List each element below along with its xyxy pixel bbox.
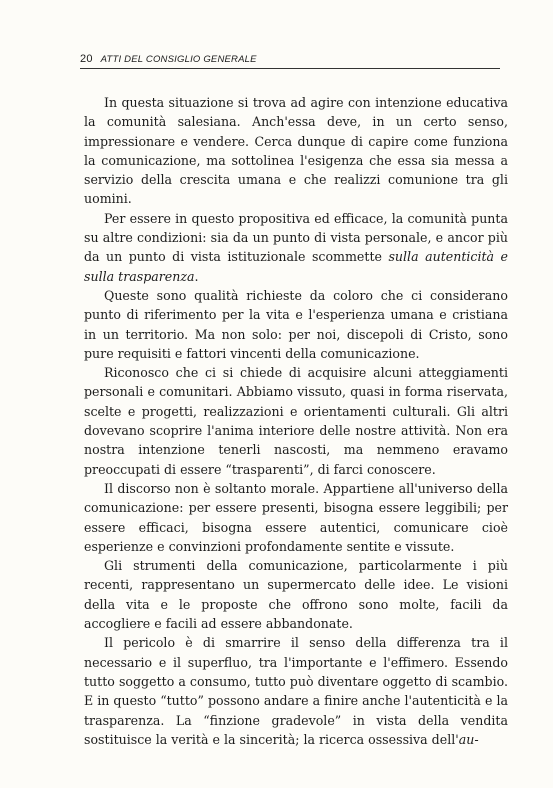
paragraph-text: Gli strumenti della comunicazione, particolarmente i più recenti, rappresentano un supermercato delle idee. Le visioni della vita e le proposte che offrono sono molte, facili da accogliere e facili ad essere abbandonate.: [84, 558, 508, 632]
paragraph: [84, 633, 508, 749]
emphasis-text: sulla autenticità e sulla trasparenza: [84, 249, 508, 284]
running-header: [80, 53, 500, 69]
paragraph: [84, 93, 508, 209]
running-title: ATTI DEL CONSIGLIO GENERALE: [100, 54, 257, 65]
body-text: [84, 93, 508, 749]
paragraph-text: Il discorso non è soltanto morale. Appartiene all'universo della comunicazione: per essere presenti, bisogna essere leggibili; per essere efficaci, bisogna essere autentici, comunicare cioè esperienze e convinzioni profondamente sentite e vissute.: [84, 480, 508, 554]
paragraph-text: Il pericolo è di smarrire il senso della differenza tra il necessario e il superfluo, tra l'importante e l'effimero. Essendo tutto soggetto a consumo, tutto può diventare oggetto di scambio. E in questo “tutto” possono andare a finire anche l'autenticità e la trasparenza. La “finzione gradevole” in vista della vendita sostituisce la verità e la sincerità; la ricerca ossessiva dell': [84, 635, 508, 747]
paragraph-text: Per essere in questo propositiva ed efficace, la comunità punta su altre condizioni: sia da un punto di vista personale, e ancor più da un punto di vista istituzionale scommette: [84, 210, 508, 265]
paragraph-tail: .: [194, 268, 199, 284]
paragraph-text: Queste sono qualità richieste da coloro che ci considerano punto di riferimento per la vita e l'esperienza umana e cristiana in un territorio. Ma non solo: per noi, discepoli di Cristo, sono pure requisiti e fattori vincenti della comunicazione.: [84, 287, 508, 361]
paragraph-text: In questa situazione si trova ad agire con intenzione educativa la comunità salesiana. Anch'essa deve, in un certo senso, impressionare e vendere. Cerca dunque di capire come funziona la comunicazione, ma sottolinea l'esigenza che essa sia messa a servizio della crescita umana e che realizzi comunione tra gli uomini.: [84, 95, 508, 207]
paragraph: [84, 363, 508, 479]
paragraph: [84, 209, 508, 286]
paragraph: [84, 556, 508, 633]
emphasis-text: au-: [458, 731, 479, 747]
paragraph-text: Riconosco che ci si chiede di acquisire alcuni atteggiamenti personali e comunitari. Abbiamo vissuto, quasi in forma riservata, scelte e progetti, realizzazioni e orientamenti culturali. Gli altri dovevano scoprire l'anima interiore delle nostre attività. Non era nostra intenzione tenerli nascosti, ma nemmeno eravamo preoccupati di essere “trasparenti”, di farci conoscere.: [84, 365, 508, 477]
paragraph: [84, 479, 508, 556]
paragraph: [84, 286, 508, 363]
page-number: 20: [80, 53, 93, 65]
